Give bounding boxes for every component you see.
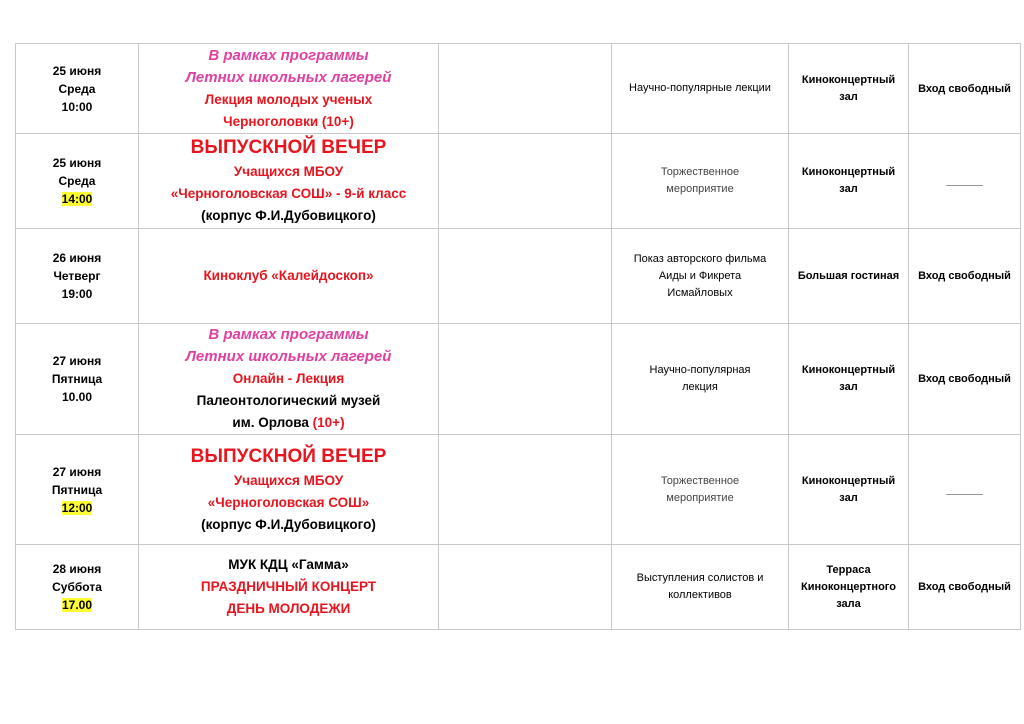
- entry-cell: [909, 324, 1021, 435]
- time: 14:00: [61, 192, 93, 206]
- event-line: ВЫПУСКНОЙ ВЕЧЕР: [190, 137, 387, 158]
- event-type-line: мероприятие: [666, 491, 734, 504]
- entry-cell: [909, 545, 1021, 630]
- date-cell: [16, 229, 139, 324]
- event-type: [612, 435, 789, 545]
- event-cell: [139, 435, 439, 545]
- event-line: Онлайн - Лекция: [232, 371, 345, 386]
- event-type: [612, 134, 789, 229]
- venue-line: Киноконцертный: [801, 73, 896, 86]
- event-type: [612, 545, 789, 630]
- date: 25 июня: [52, 156, 102, 170]
- entry-text: Вход свободный: [918, 581, 1011, 593]
- event-type-line: мероприятие: [666, 183, 734, 195]
- event-type-line: Торжественное: [660, 166, 740, 178]
- event-line: «Черноголовская СОШ»: [207, 494, 370, 510]
- empty-cell: [439, 545, 612, 630]
- date-cell: [16, 44, 139, 134]
- venue-line: зал: [839, 381, 858, 393]
- event-type-line: Исмайловых: [667, 286, 733, 299]
- date-cell: [16, 545, 139, 630]
- entry-dash: ______: [946, 483, 983, 496]
- entry-cell: [909, 435, 1021, 545]
- empty-cell: [439, 324, 612, 435]
- entry-cell: [909, 44, 1021, 134]
- event-type-text: Научно-популярные лекции: [629, 82, 771, 94]
- weekday: Пятница: [51, 372, 103, 386]
- event-type-line: Выступления солистов и: [636, 572, 764, 584]
- venue-cell: [789, 324, 909, 435]
- venue-line: Терраса: [826, 563, 871, 576]
- event-line: (корпус Ф.И.Дубовицкого): [201, 208, 376, 223]
- event-line: Лекция молодых ученых: [204, 91, 373, 107]
- venue-line: зал: [839, 491, 858, 504]
- table-row: [16, 229, 1021, 324]
- time: 17.00: [61, 598, 93, 612]
- time: 12:00: [61, 500, 93, 515]
- date-cell: [16, 324, 139, 435]
- event-line: «Черноголовская СОШ» - 9-й класс: [170, 186, 407, 201]
- empty-cell: [439, 229, 612, 324]
- event-cell: [139, 545, 439, 630]
- event-cell: [139, 229, 439, 324]
- event-cell: [139, 44, 439, 134]
- venue-line: зал: [839, 183, 858, 195]
- venue-line: Киноконцертный: [801, 474, 896, 487]
- venue-cell: [789, 229, 909, 324]
- event-line: Черноголовки (10+): [223, 113, 354, 129]
- time: 10.00: [61, 390, 93, 404]
- event-type-line: Аиды и Фикрета: [658, 269, 742, 282]
- table-row: [16, 134, 1021, 229]
- entry-text: Вход свободный: [918, 270, 1011, 282]
- event-type: [612, 229, 789, 324]
- weekday: Четверг: [53, 269, 101, 283]
- schedule-table: [15, 43, 1021, 630]
- weekday: Среда: [58, 81, 96, 96]
- event-line: Палеонтологический музей: [196, 393, 381, 408]
- weekday: Пятница: [51, 482, 103, 497]
- event-type-line: Торжественное: [660, 474, 740, 487]
- event-line: ДЕНЬ МОЛОДЕЖИ: [226, 601, 351, 616]
- empty-cell: [439, 134, 612, 229]
- event-line: Учащихся МБОУ: [233, 164, 344, 179]
- entry-cell: [909, 229, 1021, 324]
- event-line: Летних школьных лагерей: [185, 68, 392, 86]
- table-row: [16, 435, 1021, 545]
- time: 10:00: [61, 99, 93, 114]
- event-line: ПРАЗДНИЧНЫЙ КОНЦЕРТ: [200, 579, 377, 594]
- event-line: ВЫПУСКНОЙ ВЕЧЕР: [190, 445, 387, 467]
- date-cell: [16, 134, 139, 229]
- time: 19:00: [61, 287, 93, 301]
- event-line: Летних школьных лагерей: [185, 348, 392, 365]
- event-type-line: лекция: [682, 381, 718, 393]
- entry-cell: [909, 134, 1021, 229]
- venue-cell: [789, 545, 909, 630]
- table-row: [16, 545, 1021, 630]
- venue-line: Киноконцертный: [801, 166, 896, 178]
- venue-cell: [789, 435, 909, 545]
- venue-text: Большая гостиная: [797, 269, 900, 282]
- event-type-line: коллективов: [668, 589, 732, 601]
- event-cell: [139, 134, 439, 229]
- date: 27 июня: [52, 464, 102, 479]
- event-type: [612, 44, 789, 134]
- date: 27 июня: [52, 354, 102, 368]
- age-rating: (10+): [312, 415, 345, 430]
- event-line: (корпус Ф.И.Дубовицкого): [201, 516, 376, 532]
- empty-cell: [439, 435, 612, 545]
- event-type-line: Научно-популярная: [649, 364, 751, 376]
- venue-line: зала: [836, 597, 861, 610]
- venue-line: Киноконцертного: [801, 580, 896, 593]
- event-line: им. Орлова: [232, 415, 309, 430]
- venue-line: Киноконцертный: [801, 364, 896, 376]
- entry-dash: ______: [946, 175, 983, 187]
- event-type: [612, 324, 789, 435]
- event-line: МУК КДЦ «Гамма»: [228, 557, 349, 572]
- event-line: В рамках программы: [208, 326, 369, 343]
- venue-cell: [789, 134, 909, 229]
- date: 26 июня: [52, 251, 102, 265]
- weekday: Среда: [58, 174, 96, 188]
- empty-cell: [439, 44, 612, 134]
- table-row: [16, 44, 1021, 134]
- venue-cell: [789, 44, 909, 134]
- venue-line: зал: [839, 90, 858, 103]
- entry-text: Вход свободный: [918, 373, 1011, 385]
- event-type-line: Показ авторского фильма: [633, 252, 767, 265]
- table-row: [16, 324, 1021, 435]
- entry-text: Вход свободный: [918, 82, 1011, 95]
- weekday: Суббота: [52, 580, 102, 594]
- date-cell: [16, 435, 139, 545]
- event-line: В рамках программы: [208, 46, 369, 64]
- event-line: Киноклуб «Калейдоскоп»: [203, 268, 374, 283]
- event-line: Учащихся МБОУ: [233, 472, 344, 488]
- date: 28 июня: [52, 562, 102, 576]
- date: 25 июня: [52, 63, 102, 78]
- event-cell: [139, 324, 439, 435]
